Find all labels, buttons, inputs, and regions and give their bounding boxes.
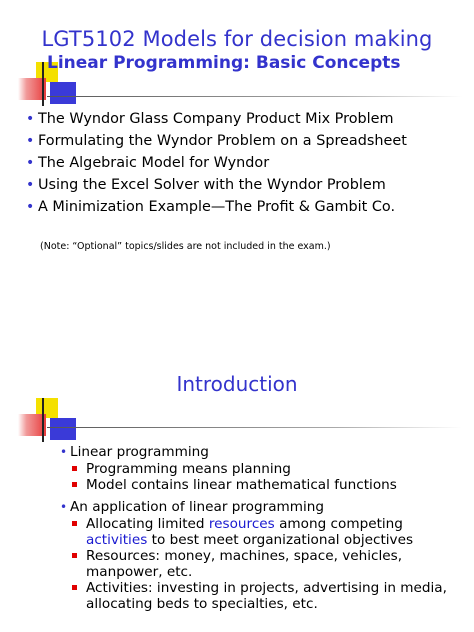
- list-item: • The Algebraic Model for Wyndor: [26, 152, 407, 174]
- topic-list: [26, 108, 407, 218]
- exam-note: (Note: “Optional” topics/slides are not included in the exam.): [40, 241, 331, 252]
- title-divider: [47, 96, 462, 97]
- bullet-icon: •: [26, 177, 35, 193]
- square-bullet-icon: [72, 482, 77, 487]
- slide-body: [60, 444, 464, 612]
- sub-list-item: Activities: investing in projects, advertising in media, allocating beds to specialties, etc.: [60, 580, 464, 612]
- square-bullet-icon: [72, 521, 77, 526]
- bullet-icon: •: [26, 133, 35, 149]
- deck-title: LGT5102 Models for decision making: [41, 27, 433, 51]
- sub-list-item: Resources: money, machines, space, vehicles, manpower, etc.: [60, 548, 464, 580]
- bullet-icon: •: [26, 199, 35, 215]
- bullet-icon: •: [60, 500, 68, 514]
- list-item: • An application of linear programming: [60, 499, 325, 515]
- bullet-icon: •: [26, 111, 35, 127]
- square-bullet-icon: [72, 553, 77, 558]
- slide-2: [0, 316, 474, 632]
- list-item: • Using the Excel Solver with the Wyndor Problem: [26, 174, 407, 196]
- list-item: • The Wyndor Glass Company Product Mix Problem: [26, 108, 407, 130]
- list-item: • Linear programming: [60, 444, 209, 460]
- list-item: • Formulating the Wyndor Problem on a Spreadsheet: [26, 130, 407, 152]
- slide-subtitle: Linear Programming: Basic Concepts: [47, 53, 401, 73]
- slide-title: Introduction: [176, 372, 298, 396]
- square-bullet-icon: [72, 585, 77, 590]
- list-item: • A Minimization Example—The Profit & Gambit Co.: [26, 196, 407, 218]
- keyword-resources: resources: [208, 516, 275, 532]
- title-divider: [47, 427, 462, 428]
- sub-list-item: Allocating limited resources among competing activities to best meet organizational objectives: [60, 516, 464, 548]
- sub-list-item: Model contains linear mathematical functions: [60, 477, 464, 493]
- square-bullet-icon: [72, 466, 77, 471]
- slide-logo: [18, 398, 78, 442]
- bullet-icon: •: [60, 445, 68, 459]
- sub-list-item: Programming means planning: [60, 461, 464, 477]
- bullet-icon: •: [26, 155, 35, 171]
- keyword-activities: activities: [86, 532, 148, 548]
